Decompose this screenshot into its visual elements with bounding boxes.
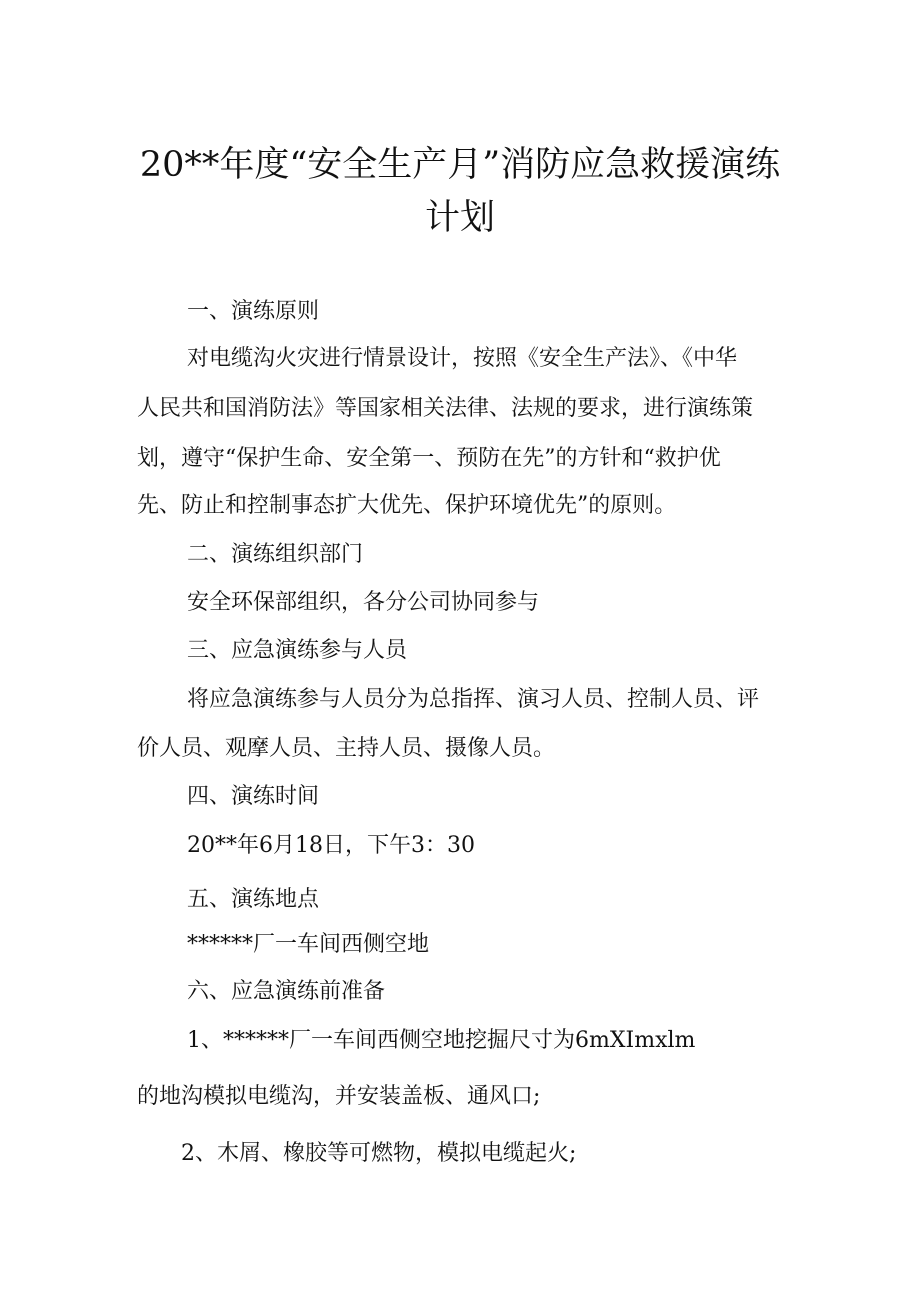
- document-title-line-2: 计划: [424, 198, 495, 238]
- document-title-line-1: 20**年度“安全生产月”消防应急救援演练: [139, 145, 781, 185]
- section-heading-organizer: 二、演练组织部门: [187, 542, 364, 567]
- section-heading-participants: 三、应急演练参与人员: [187, 638, 408, 663]
- paragraph-line: 划，遵守“保护生命、安全第一、预防在先”的方针和“救护优: [137, 446, 721, 471]
- section-heading-preparation: 六、应急演练前准备: [187, 979, 386, 1004]
- paragraph-line: 安全环保部组织，各分公司协同参与: [187, 590, 540, 615]
- paragraph-line: ******厂一车间西侧空地: [187, 932, 430, 957]
- paragraph-line: 20**年6月18日，下午3：30: [187, 833, 475, 858]
- list-item: 1、******厂一车间西侧空地挖掘尺寸为6mXImxlm: [187, 1028, 696, 1053]
- paragraph-line: 人民共和国消防法》等国家相关法律、法规的要求，进行演练策: [137, 396, 754, 421]
- section-heading-time: 四、演练时间: [187, 784, 320, 809]
- section-heading-location: 五、演练地点: [187, 887, 320, 912]
- paragraph-line: 将应急演练参与人员分为总指挥、演习人员、控制人员、评: [187, 687, 760, 712]
- section-heading-principles: 一、演练原则: [187, 299, 320, 324]
- paragraph-line: 先、防止和控制事态扩大优先、保护环境优先”的原则。: [137, 493, 677, 518]
- list-item: 2、木屑、橡胶等可燃物，模拟电缆起火;: [181, 1141, 577, 1166]
- paragraph-line: 的地沟模拟电缆沟，并安装盖板、通风口;: [137, 1084, 541, 1109]
- paragraph-line: 对电缆沟火灾进行情景设计，按照《安全生产法》、《中华: [187, 346, 738, 371]
- paragraph-line: 价人员、观摩人员、主持人员、摄像人员。: [137, 736, 556, 761]
